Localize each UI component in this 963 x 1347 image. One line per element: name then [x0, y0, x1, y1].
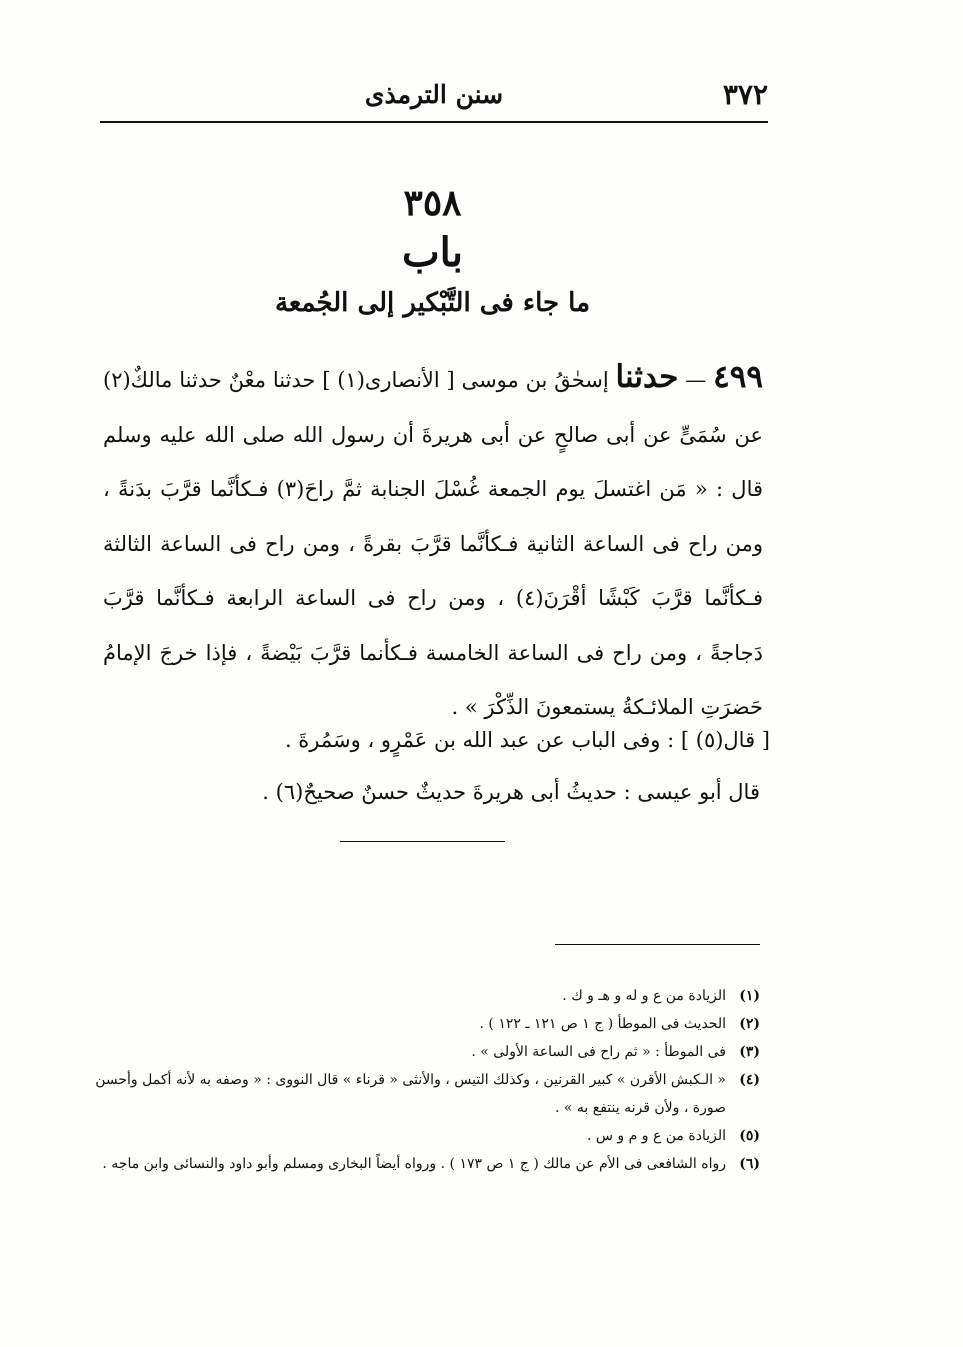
- footnote-number: (٢): [739, 1016, 760, 1032]
- hadith-text: إسحٰقُ بن موسى [ الأنصارى(١) ] حدثنا معْنٌ حدثنا مالكٌ(٢) عن سُمَىٍّ عن أبى صالحٍ عن أبى هريرةَ أن رسول الله صلى الله عليه وسلم قال : « مَن اغتسلَ يوم الجمعة غُسْلَ الجنابة ثمَّ راحَ(٣) فـكأنَّما قرَّبَ بدَنةً ، ومن راح فى الساعة الثانية فـكأنَّما قرَّبَ بقرةً ، ومن راح فى الساعة الثالثة فـكأنَّما قرَّبَ كَبْشًا أقْرَنَ(٤) ، ومن راح فى الساعة الرابعة فـكأنَّما قرَّبَ دَجاجةً ، ومن راح فى الساعة الخامسة فـكأنما قرَّبَ بَيْضةً ، فإذا خرجَ الإمامُ حَضرَتِ الملائـكةُ يستمعونَ الذِّكْرَ » .: [103, 368, 764, 719]
- page-header: [100, 78, 768, 118]
- footnote: [95, 982, 760, 1010]
- footnote-number: (٤): [739, 1072, 760, 1088]
- hadith-paragraph: [103, 350, 763, 735]
- footnote-number: (٥): [739, 1128, 760, 1144]
- footnote-number: (٣): [739, 1044, 760, 1060]
- footnote: [95, 1066, 760, 1122]
- chapter-number: ٣٥٨: [403, 182, 462, 224]
- footnote-number: (٦): [739, 1156, 760, 1172]
- footnote-text: الزيادة من ع و م و س .: [586, 1128, 726, 1144]
- header-rule: [100, 121, 768, 123]
- footnote-rule: [555, 944, 760, 945]
- footnote: [95, 1010, 760, 1038]
- footnote: [95, 1038, 760, 1066]
- footnote-text: « الـكبش الأقرن » كبير القرنين ، وكذلك التيس ، والأنثى « قرناء » قال النووى : « وصفه به لأنه أكمل وأحسن صورة ، ولأن قرنه ينتفع به » .: [95, 1072, 726, 1116]
- footnote-number: (١): [739, 988, 760, 1004]
- page-number: ٣٧٢: [722, 78, 768, 111]
- hadith-opener: حدثنا: [615, 359, 679, 395]
- running-title: سنن الترمذى: [364, 80, 504, 109]
- footnote-text: رواه الشافعى فى الأم عن مالك ( ج ١ ص ١٧٣ ) . ورواه أيضاً البخارى ومسلم وأبو داود والنسائى وابن ماجه .: [102, 1156, 726, 1172]
- footnote-text: فى الموطأ : « ثم راح فى الساعة الأولى » .: [471, 1044, 726, 1060]
- footnote-text: الزيادة من ع و له و هـ و ك .: [562, 988, 726, 1004]
- chapter-title: ما جاء فى التَّبْكير إلى الجُمعة: [274, 288, 591, 318]
- footnote: [95, 1150, 760, 1178]
- hadith-dash: —: [678, 368, 714, 392]
- bab-note: [ قال(٥) ] : وفى الباب عن عبد الله بن عَمْرٍو ، وسَمُرةَ .: [284, 728, 770, 752]
- footnotes: [95, 982, 760, 1178]
- grading-note: قال أبو عيسى : حديثُ أبى هريرةَ حديثٌ حسنٌ صحيحٌ(٦) .: [262, 780, 760, 804]
- footnote-text: الحديث فى الموطأ ( ج ١ ص ١٢١ ـ ١٢٢ ) .: [479, 1016, 726, 1032]
- chapter-heading: باب: [402, 229, 463, 276]
- footnote: [95, 1122, 760, 1150]
- hadith-number: ٤٩٩: [713, 359, 764, 395]
- section-end-rule: [340, 841, 505, 842]
